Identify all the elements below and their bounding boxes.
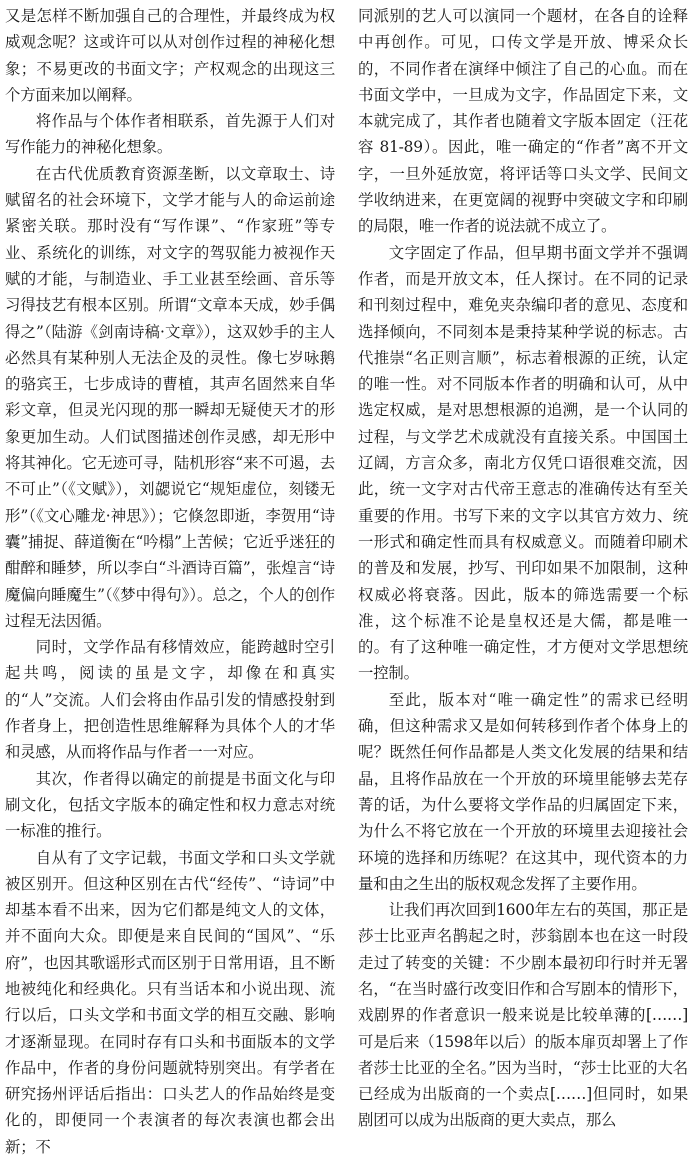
right-column (358, 3, 688, 1134)
paragraph: 让我们再次回到1600年左右的英国，那正是莎士比亚声名鹊起之时，莎翁剧本也在这一时段走过了转变的关键：不少剧本最初印行时并无署名，“在当时盛行改变旧作和合写剧本的情形下，戏剧界的作者意识一般来说是比较单薄的[……]可是后来（1598年以后）的版本扉页却署上了作者莎士比亚的全名。”因为当时，“莎士比亚的大名已经成为出版商的一个卖点[……]但同时，如果剧团可以成为出版商的更大卖点，那么 (358, 897, 688, 1134)
left-column (5, 3, 335, 1160)
paragraph: 自从有了文字记载，书面文学和口头文学就被区别开。但这种区别在古代“经传”、“诗词”中却基本看不出来，因为它们都是纯文人的文体，并不面向大众。即便是来自民间的“国风”、“乐府”，也因其歌谣形式而区别于日常用语，且不断地被纯化和经典化。只有当话本和小说出现、流行以后，口头文学和书面文学的相互交融、影响才逐渐显现。在同时存有口头和书面版本的文学作品中，作者的身份问题就特别突出。有学者在研究扬州评话后指出：口头艺人的作品始终是变化的，即便同一个表演者的每次表演也都会出新；不 (5, 845, 335, 1160)
paragraph: 将作品与个体作者相联系，首先源于人们对写作能力的神秘化想象。 (5, 108, 335, 161)
paragraph: 同派别的艺人可以演同一个题材，在各自的诠释中再创作。可见，口传文学是开放、博采众长的，不同作者在演绎中倾注了自己的心血。而在书面文学中，一旦成为文字，作品固定下来，文本就完成了，其作者也随着文字版本固定（汪花容 81-89）。因此，唯一确定的“作者”离不开文字，一旦外延放宽，将评话等口头文学、民间文学收纳进来，在更宽阔的视野中突破文字和印刷的局限，唯一作者的说法就不成立了。 (358, 3, 688, 240)
paragraph: 其次，作者得以确定的前提是书面文化与印刷文化，包括文字版本的确定性和权力意志对统一标准的推行。 (5, 766, 335, 845)
paragraph: 至此，版本对“唯一确定性”的需求已经明确，但这种需求又是如何转移到作者个体身上的呢？既然任何作品都是人类文化发展的结果和结晶，且将作品放在一个开放的环境里能够去芜存菁的话，为什么要将文学作品的归属固定下来，为什么不将它放在一个开放的环境里去迎接社会环境的选择和历练呢？在这其中，现代资本的力量和由之生出的版权观念发挥了主要作用。 (358, 687, 688, 897)
paragraph: 又是怎样不断加强自己的合理性，并最终成为权威观念呢？这或许可以从对创作过程的神秘化想象；不易更改的书面文字；产权观念的出现这三个方面来加以阐释。 (5, 3, 335, 108)
paragraph: 文字固定了作品，但早期书面文学并不强调作者，而是开放文本，任人探讨。在不同的记录和刊刻过程中，难免夹杂编印者的意见、态度和选择倾向，不同刻本是秉持某种学说的标志。古代推崇“名正则言顺”，标志着根源的正统，认定的唯一性。对不同版本作者的明确和认可，从中选定权威，是对思想根源的追溯，是一个认同的过程，与文学艺术成就没有直接关系。中国国土辽阔，方言众多，南北方仅凭口语很难交流，因此，统一文字对古代帝王意志的准确传达有至关重要的作用。书写下来的文字以其官方效力、统一形式和确定性而具有权威意义。而随着印刷术的普及和发展，抄写、刊印如果不加限制，这种权威必将衰落。因此，版本的筛选需要一个标准，这个标准不论是皇权还是大儒，都是唯一的。有了这种唯一确定性，才方便对文学思想统一控制。 (358, 240, 688, 687)
paragraph: 在古代优质教育资源垄断，以文章取士、诗赋留名的社会环境下，文学才能与人的命运前途紧密关联。那时没有“写作课”、“作家班”等专业、系统化的训练，对文字的驾驭能力被视作天赋的才能，与制造业、手工业甚至绘画、音乐等习得技艺有根本区别。所谓“文章本天成，妙手偶得之”（陆游《剑南诗稿·文章》），这双妙手的主人必然具有某种别人无法企及的灵性。像七岁咏鹅的骆宾王，七步成诗的曹植，其声名固然来自华彩文章，但灵光闪现的那一瞬却无疑使天才的形象更加生动。人们试图描述创作灵感，却无形中将其神化。它无迹可寻，陆机形容“来不可遏，去不可止”（《文赋》），刘勰说它“规矩虚位，刻镂无形”（《文心雕龙·神思》）；它倏忽即逝，李贺用“诗囊”捕捉、薛道衡在“吟榻”上苦候；它近乎迷狂的酣醉和睡梦，所以李白“斗酒诗百篇”，张煌言“诗魔偏向睡魔生”（《梦中得句》）。总之，个人的创作过程无法因循。 (5, 161, 335, 634)
paragraph: 同时，文学作品有移情效应，能跨越时空引起共鸣，阅读的虽是文字，却像在和真实的“人”交流。人们会将由作品引发的情感投射到作者身上，把创造性思维解释为具体个人的才华和灵感，从而将作品与作者一一对应。 (5, 634, 335, 765)
